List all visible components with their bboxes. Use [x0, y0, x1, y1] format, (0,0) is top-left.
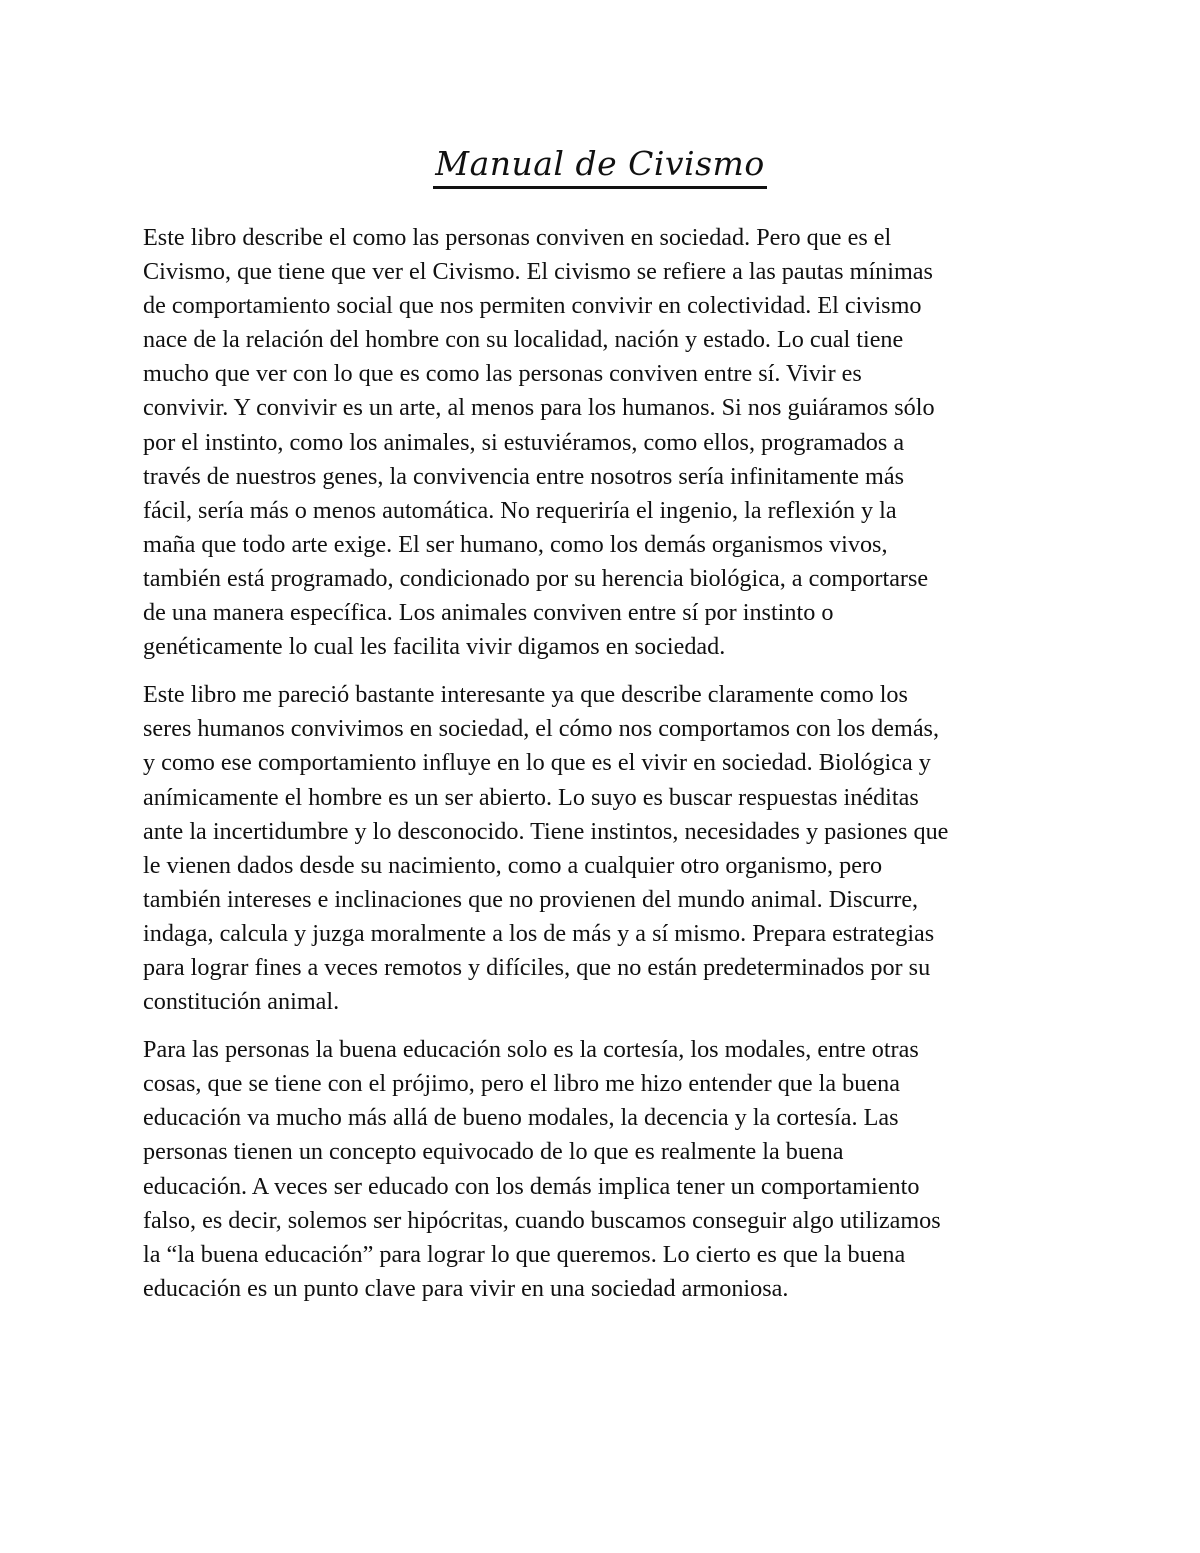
text-line: educación es un punto clave para vivir en una sociedad armoniosa. — [143, 1274, 789, 1302]
text-line: fácil, sería más o menos automática. No requeriría el ingenio, la reflexión y la — [143, 496, 897, 524]
text-line: anímicamente el hombre es un ser abierto. Lo suyo es buscar respuestas inéditas — [143, 783, 919, 811]
text-line: cosas, que se tiene con el prójimo, pero el libro me hizo entender que la buena — [143, 1070, 900, 1098]
text-line: seres humanos convivimos en sociedad, el cómo nos comportamos con los demás, — [143, 715, 940, 743]
text-line: indaga, calcula y juzga moralmente a los de más y a sí mismo. Prepara estrategias — [143, 919, 935, 947]
text-line: falso, es decir, solemos ser hipócritas, cuando buscamos conseguir algo utilizamos — [143, 1206, 941, 1234]
text-line: convivir. Y convivir es un arte, al menos para los humanos. Si nos guiáramos sólo — [143, 394, 935, 422]
text-line: le vienen dados desde su nacimiento, como a cualquier otro organismo, pero — [143, 851, 883, 879]
text-line: personas tienen un concepto equivocado de lo que es realmente la buena — [143, 1138, 844, 1166]
text-line: también está programado, condicionado por su herencia biológica, a comportarse — [143, 564, 929, 592]
text-line: de comportamiento social que nos permiten convivir en colectividad. El civismo — [143, 292, 922, 320]
text-line: también intereses e inclinaciones que no provienen del mundo animal. Discurre, — [143, 885, 919, 913]
text-line: maña que todo arte exige. El ser humano, como los demás organismos vivos, — [143, 530, 888, 558]
text-line: educación va mucho más allá de bueno modales, la decencia y la cortesía. Las — [143, 1104, 899, 1132]
title-container — [0, 142, 1200, 189]
text-line: ante la incertidumbre y lo desconocido. Tiene instintos, necesidades y pasiones que — [143, 817, 949, 845]
paragraph — [143, 678, 1073, 1019]
document-body — [143, 221, 1073, 1320]
text-line: y como ese comportamiento influye en lo que es el vivir en sociedad. Biológica y — [143, 749, 931, 777]
document-title: Manual de Civismo — [433, 142, 766, 189]
text-line: la “la buena educación” para lograr lo que queremos. Lo cierto es que la buena — [143, 1240, 906, 1268]
paragraph — [143, 221, 1073, 664]
text-line: mucho que ver con lo que es como las personas conviven entre sí. Vivir es — [143, 360, 862, 388]
text-line: Civismo, que tiene que ver el Civismo. El civismo se refiere a las pautas mínimas — [143, 258, 933, 286]
paragraph — [143, 1033, 1073, 1306]
text-line: educación. A veces ser educado con los demás implica tener un comportamiento — [143, 1172, 920, 1200]
text-line: Para las personas la buena educación solo es la cortesía, los modales, entre otras — [143, 1036, 919, 1064]
text-line: través de nuestros genes, la convivencia entre nosotros sería infinitamente más — [143, 462, 904, 490]
text-line: genéticamente lo cual les facilita vivir digamos en sociedad. — [143, 633, 726, 661]
text-line: de una manera específica. Los animales conviven entre sí por instinto o — [143, 599, 834, 627]
text-line: por el instinto, como los animales, si estuviéramos, como ellos, programados a — [143, 428, 905, 456]
text-line: constitución animal. — [143, 988, 340, 1016]
text-line: nace de la relación del hombre con su localidad, nación y estado. Lo cual tiene — [143, 326, 904, 354]
text-line: para lograr fines a veces remotos y difíciles, que no están predeterminados por su — [143, 953, 931, 981]
text-line: Este libro describe el como las personas conviven en sociedad. Pero que es el — [143, 224, 892, 251]
text-line: Este libro me pareció bastante interesante ya que describe claramente como los — [143, 681, 908, 709]
